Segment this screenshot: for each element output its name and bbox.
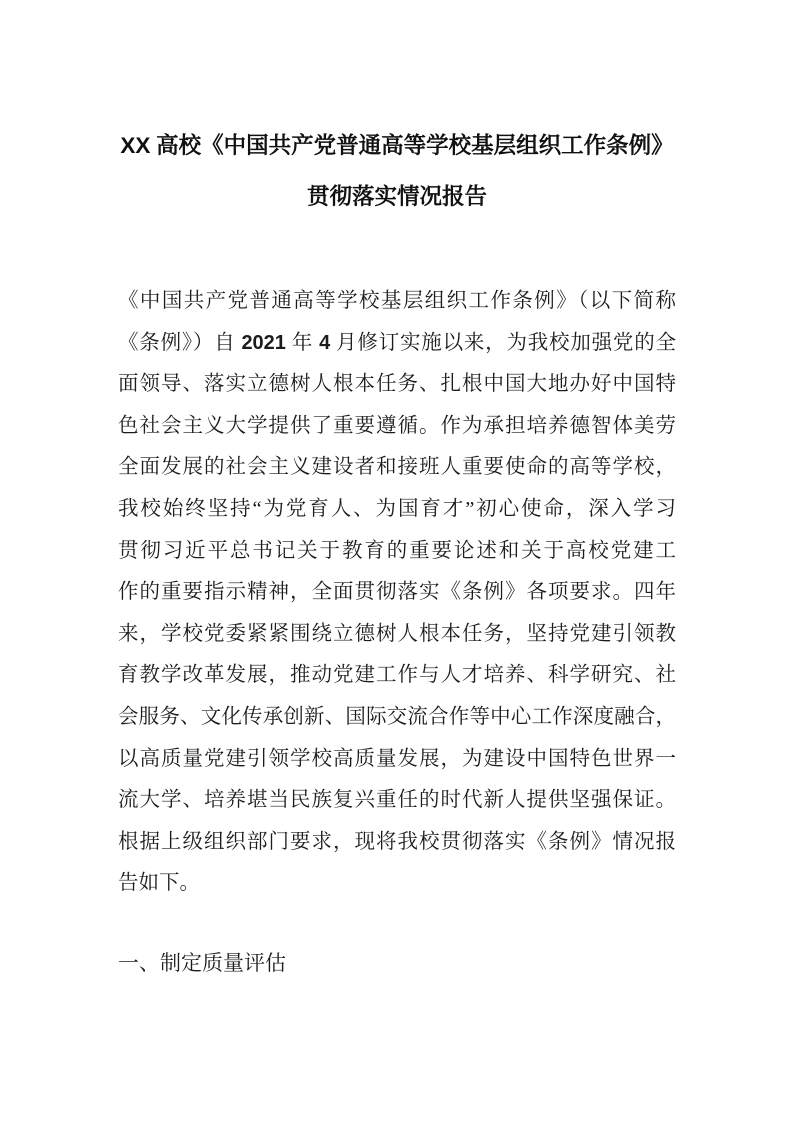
paragraph-line: 贯彻习近平总书记关于教育的重要论述和关于高校党建工 <box>118 539 676 562</box>
paragraph-line: 面领导、落实立德树人根本任务、扎根中国大地办好中国特 <box>118 373 676 396</box>
paragraph-line: 作的重要指示精神，全面贯彻落实《条例》各项要求。四年 <box>118 581 676 604</box>
paragraph-line: 告如下。 <box>118 872 200 895</box>
title-line-2: 贯彻落实情况报告 <box>306 184 487 209</box>
paragraph-line: 以高质量党建引领学校高质量发展，为建设中国特色世界一 <box>118 747 676 770</box>
section-heading: 一、制定质量评估 <box>118 950 286 975</box>
paragraph-line: 《条例》）自 2021 年 4 月修订实施以来，为我校加强党的全 <box>118 331 677 354</box>
paragraph-line: 我校始终坚持“为党育人、为国育才”初心使命，深入学习 <box>118 497 676 520</box>
paragraph-line: 育教学改革发展，推动党建工作与人才培养、科学研究、社 <box>118 664 676 687</box>
document-title <box>118 120 676 222</box>
paragraph-line: 来，学校党委紧紧围绕立德树人根本任务，坚持党建引领教 <box>118 622 676 645</box>
paragraph-line: 《中国共产党普通高等学校基层组织工作条例》（以下简称 <box>118 290 676 312</box>
paragraph-line: 根据上级组织部门要求，现将我校贯彻落实《条例》情况报 <box>118 830 676 853</box>
body-paragraph <box>118 281 676 905</box>
paragraph-line: 色社会主义大学提供了重要遵循。作为承担培养德智体美劳 <box>118 414 676 437</box>
paragraph-line: 全面发展的社会主义建设者和接班人重要使命的高等学校， <box>118 456 676 479</box>
paragraph-line: 流大学、培养堪当民族复兴重任的时代新人提供坚强保证。 <box>118 789 676 812</box>
paragraph-line: 会服务、文化传承创新、国际交流合作等中心工作深度融合， <box>118 705 676 728</box>
title-line-1: XX 高校《中国共产党普通高等学校基层组织工作条例》 <box>120 133 674 158</box>
